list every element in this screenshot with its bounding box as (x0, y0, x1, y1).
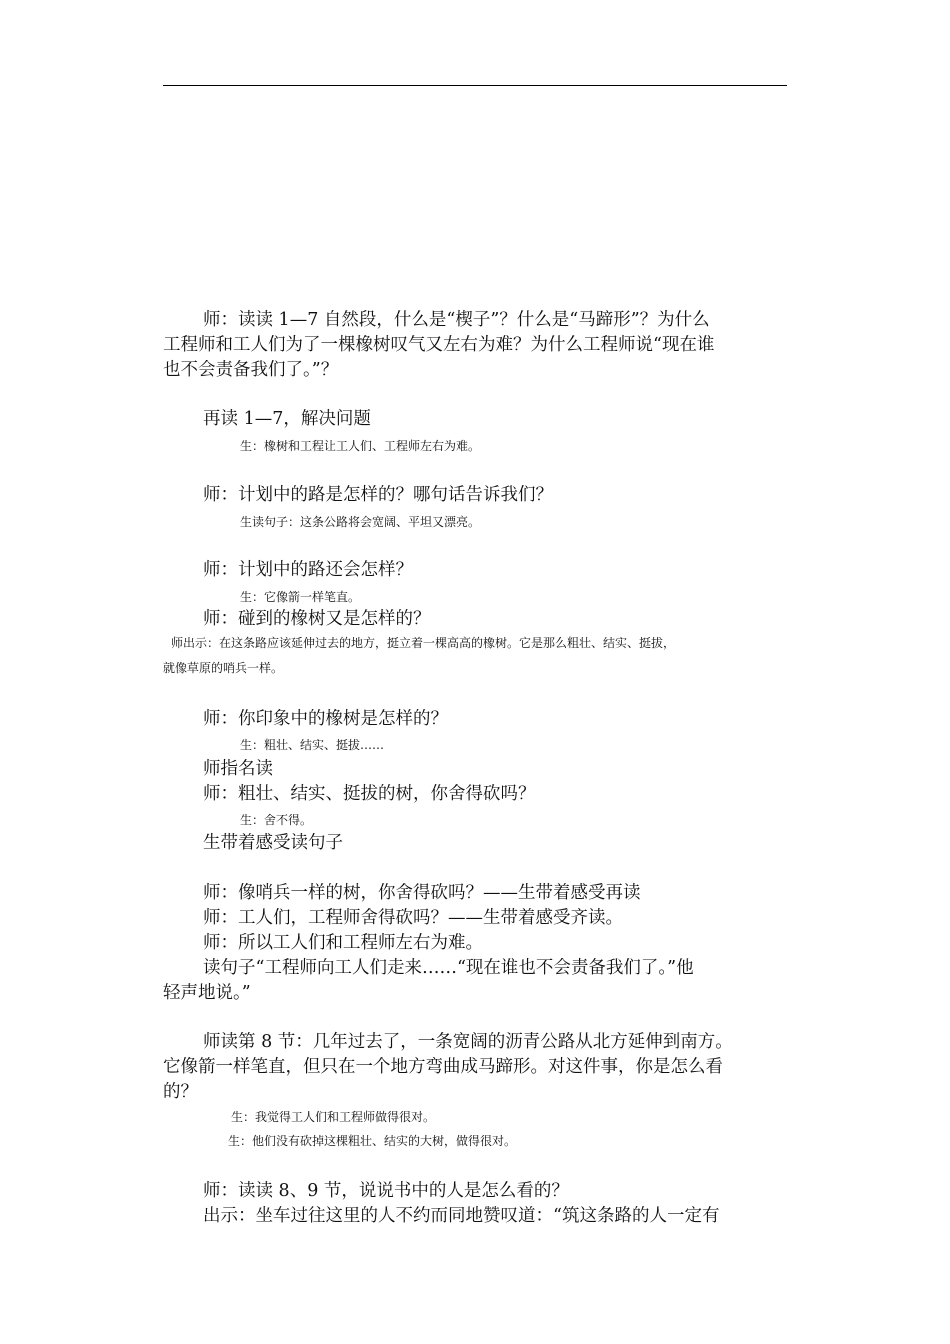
student-answer: 生：粗壮、结实、挺拔…… (240, 738, 385, 752)
paragraph-line: 也不会责备我们了。”？ (163, 360, 339, 380)
student-answer: 生：橡树和工程让工人们、工程师左右为难。 (240, 439, 481, 453)
student-answer: 生：他们没有砍掉这棵粗壮、结实的大树，做得很对。 (228, 1134, 517, 1148)
header-rule (163, 85, 787, 86)
paragraph-line: 师：工人们，工程师舍得砍吗？——生带着感受齐读。 (203, 908, 623, 928)
teacher-display: 就像草原的哨兵一样。 (163, 661, 284, 675)
paragraph-line: 师：计划中的路是怎样的？哪句话告诉我们？ (203, 485, 553, 505)
paragraph-line: 师：粗壮、结实、挺拔的树，你舍得砍吗？ (203, 784, 536, 804)
student-answer: 生：我觉得工人们和工程师做得很对。 (231, 1110, 436, 1124)
paragraph-line: 出示：坐车过往这里的人不约而同地赞叹道：“筑这条路的人一定有 (203, 1206, 720, 1226)
paragraph-line: 师：像哨兵一样的树，你舍得砍吗？——生带着感受再读 (203, 883, 641, 903)
paragraph-line: 的？ (163, 1082, 198, 1102)
paragraph-line: 师：所以工人们和工程师左右为难。 (203, 933, 483, 953)
paragraph-line: 师：读读 8、9 节，说说书中的人是怎么看的？ (203, 1181, 569, 1201)
paragraph-line: 读句子“工程师向工人们走来……“现在谁也不会责备我们了。”他 (203, 958, 694, 978)
paragraph-line: 再读 1—7，解决问题 (203, 409, 371, 429)
paragraph-line: 师读第 8 节：几年过去了，一条宽阔的沥青公路从北方延伸到南方。 (203, 1032, 733, 1052)
paragraph-line: 生带着感受读句子 (203, 833, 343, 853)
paragraph-line: 轻声地说。” (163, 983, 251, 1003)
student-answer: 生：舍不得。 (240, 813, 313, 827)
student-answer: 生读句子：这条公路将会宽阔、平坦又漂亮。 (240, 515, 481, 529)
paragraph-line: 它像箭一样笔直，但只在一个地方弯曲成马蹄形。对这件事，你是怎么看 (163, 1057, 723, 1077)
paragraph-line: 师：计划中的路还会怎样？ (203, 560, 413, 580)
teacher-display: 师出示：在这条路应该延伸过去的地方，挺立着一棵高高的橡树。它是那么粗壮、结实、挺拔， (171, 636, 676, 650)
student-answer: 生：它像箭一样笔直。 (240, 590, 361, 604)
paragraph-line: 师指名读 (203, 759, 273, 779)
paragraph-line: 师：读读 1—7 自然段，什么是“楔子”？什么是“马蹄形”？为什么 (203, 310, 710, 330)
paragraph-line: 师：你印象中的橡树是怎样的？ (203, 709, 448, 729)
paragraph-line: 工程师和工人们为了一棵橡树叹气又左右为难？为什么工程师说“现在谁 (163, 335, 715, 355)
paragraph-line: 师：碰到的橡树又是怎样的？ (203, 609, 431, 629)
